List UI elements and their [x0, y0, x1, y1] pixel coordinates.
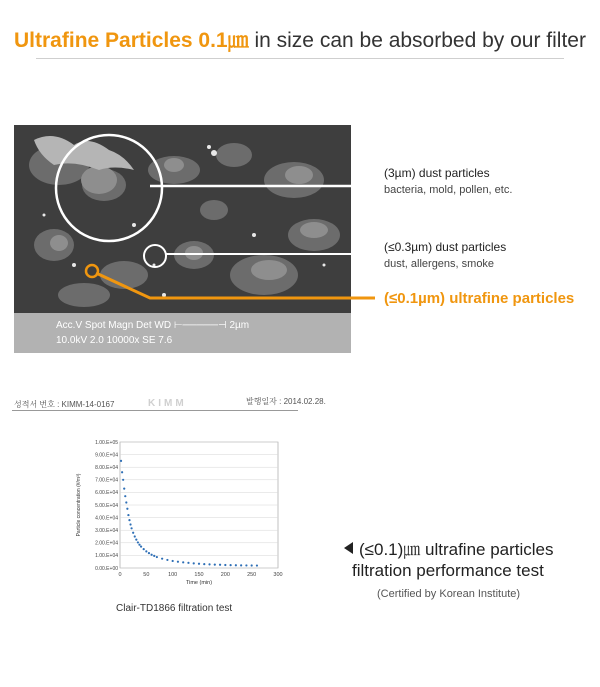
report-header-rule [12, 410, 298, 411]
chart-y-tick-label: 1.00.E+04 [95, 553, 118, 560]
chart-data-point [137, 541, 139, 543]
chart-data-point [138, 544, 140, 546]
chart-data-point [134, 535, 136, 537]
chart-data-point [193, 562, 195, 564]
chart-data-point [214, 563, 216, 565]
chart-data-point [121, 471, 123, 473]
large-particle-desc: bacteria, mold, pollen, etc. [384, 184, 513, 196]
chart-data-point [153, 555, 155, 557]
chart-data-point [161, 558, 163, 560]
ultrafine-particle-label: (≤0.1µm) ultrafine particles [384, 290, 575, 307]
chart-data-point [182, 561, 184, 563]
chart-data-point [245, 564, 247, 566]
chart-data-point [177, 561, 179, 563]
chart-data-point [230, 564, 232, 566]
chart-data-point [130, 527, 132, 529]
chart-caption: Clair-TD1866 filtration test [116, 603, 233, 614]
chart-x-axis-label: Time (min) [185, 580, 213, 586]
chart-data-point [127, 514, 129, 516]
chart-data-point [251, 564, 253, 566]
chart-x-ticks [118, 572, 282, 578]
chart-x-tick-label: 150 [194, 572, 204, 578]
chart-data-point [124, 495, 126, 497]
chart-y-ticks [95, 440, 118, 572]
chart-data-point [219, 564, 221, 566]
chart-x-tick-label: 300 [273, 572, 283, 578]
chart-data-point [129, 523, 131, 525]
chart-y-tick-label: 2.00.E+04 [95, 540, 118, 547]
chart-data-point [240, 564, 242, 566]
chart-data-point [148, 552, 150, 554]
chart-data-point [156, 556, 158, 558]
medium-particle-desc: dust, allergens, smoke [384, 258, 495, 270]
chart-data-point [125, 501, 127, 503]
chart-y-tick-label: 5.00.E+04 [95, 502, 118, 509]
chart-data-point [187, 562, 189, 564]
test-title-line1-text: (≤0.1)㎛ ultrafine particles [359, 540, 554, 559]
chart-data-point [235, 564, 237, 566]
chart-x-tick-label: 200 [220, 572, 230, 578]
chart-y-tick-label: 6.00.E+04 [95, 490, 118, 497]
filtration-chart [70, 430, 290, 600]
chart-data-point [256, 564, 258, 566]
chart-data-point [224, 564, 226, 566]
chart-data-point [143, 548, 145, 550]
sem-info-bar [14, 313, 351, 353]
chart-y-tick-label: 3.00.E+04 [95, 528, 118, 534]
chart-data-point [151, 554, 153, 556]
chart-y-tick-label: 8.00.E+04 [95, 465, 118, 471]
test-title-line2: filtration performance test [352, 561, 544, 580]
chart-data-point [172, 560, 174, 562]
chart-y-axis-label: Particle concentration (#/m³) [76, 473, 82, 537]
chart-data-point [128, 519, 130, 521]
chart-data-point [132, 532, 134, 534]
chart-data-point [135, 539, 137, 541]
chart-y-tick-label: 0.00.E+00 [95, 565, 118, 572]
chart-y-tick-label: 4.00.E+04 [95, 515, 118, 522]
chart-data-point [140, 545, 142, 547]
chart-data-point [126, 508, 128, 510]
chart-x-tick-label: 100 [168, 572, 178, 578]
chart-y-tick-label: 9.00.E+04 [95, 452, 118, 459]
test-certification: (Certified by Korean Institute) [377, 588, 521, 600]
chart-x-tick-label: 50 [143, 572, 150, 578]
ultrafine-leader-line [96, 273, 375, 298]
chart-data-point [120, 460, 122, 462]
test-title-line1 [344, 535, 554, 560]
chart-data-point [203, 563, 205, 565]
report-number: 성적서 번호 : KIMM-14-0167 [14, 400, 115, 409]
chart-data-point [166, 559, 168, 561]
report-date: 발행일자 : 2014.02.28. [246, 397, 326, 406]
report-watermark: KIMM [148, 398, 187, 409]
chart-data-point [198, 563, 200, 565]
chart-data-point [145, 550, 147, 552]
chart-x-tick-label: 250 [247, 572, 257, 578]
chart-data-point [123, 488, 125, 490]
headline-highlight: Ultrafine Particles 0.1㎛ [14, 29, 249, 52]
headline-rest: in size can be absorbed by our filter [248, 29, 586, 52]
triangle-left-icon [344, 542, 353, 554]
sem-info-row2: 10.0kV 2.0 10000x SE 7.6 [56, 335, 173, 346]
chart-data-point [208, 563, 210, 565]
chart-y-tick-label: 7.00.E+04 [95, 477, 118, 484]
chart-x-tick-label: 0 [118, 572, 122, 578]
chart-y-tick-label: 1.00.E+05 [95, 439, 118, 446]
sem-info-row1: Acc.V Spot Magn Det WD ⊢─────⊣ 2µm [56, 320, 250, 331]
chart-data-point [122, 479, 124, 481]
medium-particle-title: (≤0.3µm) dust particles [384, 240, 507, 254]
large-particle-title: (3µm) dust particles [384, 166, 490, 180]
